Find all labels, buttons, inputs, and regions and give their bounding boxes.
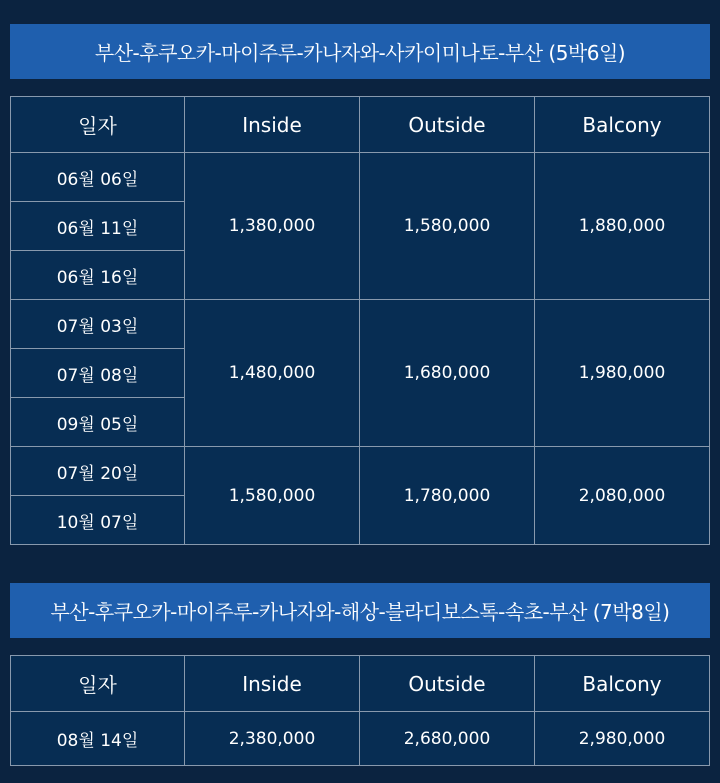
- header-balcony: Balcony: [535, 97, 710, 153]
- date-cell: 09월 05일: [11, 398, 185, 447]
- balcony-price: 1,980,000: [535, 300, 710, 447]
- date-cell: 10월 07일: [11, 496, 185, 545]
- outside-price: 1,580,000: [360, 153, 535, 300]
- balcony-price: 1,880,000: [535, 153, 710, 300]
- header-date: 일자: [11, 656, 185, 712]
- section-title-text: 부산-후쿠오카-마이주루-카나자와-사카이미나토-부산 (5박6일): [94, 41, 626, 65]
- inside-price: 1,580,000: [185, 447, 360, 545]
- date-cell: 08월 14일: [11, 712, 185, 766]
- header-inside: Inside: [185, 656, 360, 712]
- date-cell: 06월 06일: [11, 153, 185, 202]
- date-cell: 07월 20일: [11, 447, 185, 496]
- table-row: [11, 447, 710, 496]
- price-table-5n6d: [10, 96, 710, 545]
- date-cell: 06월 16일: [11, 251, 185, 300]
- table-row: [11, 300, 710, 349]
- table-row: [11, 153, 710, 202]
- inside-price: 1,480,000: [185, 300, 360, 447]
- date-cell: 06월 11일: [11, 202, 185, 251]
- table-row: [11, 712, 710, 766]
- date-cell: 07월 08일: [11, 349, 185, 398]
- section-title-7n8d: [10, 583, 710, 638]
- outside-price: 1,680,000: [360, 300, 535, 447]
- section-title-5n6d: [10, 24, 710, 79]
- balcony-price: 2,980,000: [535, 712, 710, 766]
- price-table-7n8d: [10, 655, 710, 766]
- table-header-row: [11, 97, 710, 153]
- header-outside: Outside: [360, 656, 535, 712]
- outside-price: 2,680,000: [360, 712, 535, 766]
- header-balcony: Balcony: [535, 656, 710, 712]
- section-title-text: 부산-후쿠오카-마이주루-카나자와-해상-블라디보스톡-속초-부산 (7박8일): [50, 600, 670, 624]
- inside-price: 1,380,000: [185, 153, 360, 300]
- balcony-price: 2,080,000: [535, 447, 710, 545]
- header-date: 일자: [11, 97, 185, 153]
- table-header-row: [11, 656, 710, 712]
- outside-price: 1,780,000: [360, 447, 535, 545]
- date-cell: 07월 03일: [11, 300, 185, 349]
- inside-price: 2,380,000: [185, 712, 360, 766]
- header-inside: Inside: [185, 97, 360, 153]
- header-outside: Outside: [360, 97, 535, 153]
